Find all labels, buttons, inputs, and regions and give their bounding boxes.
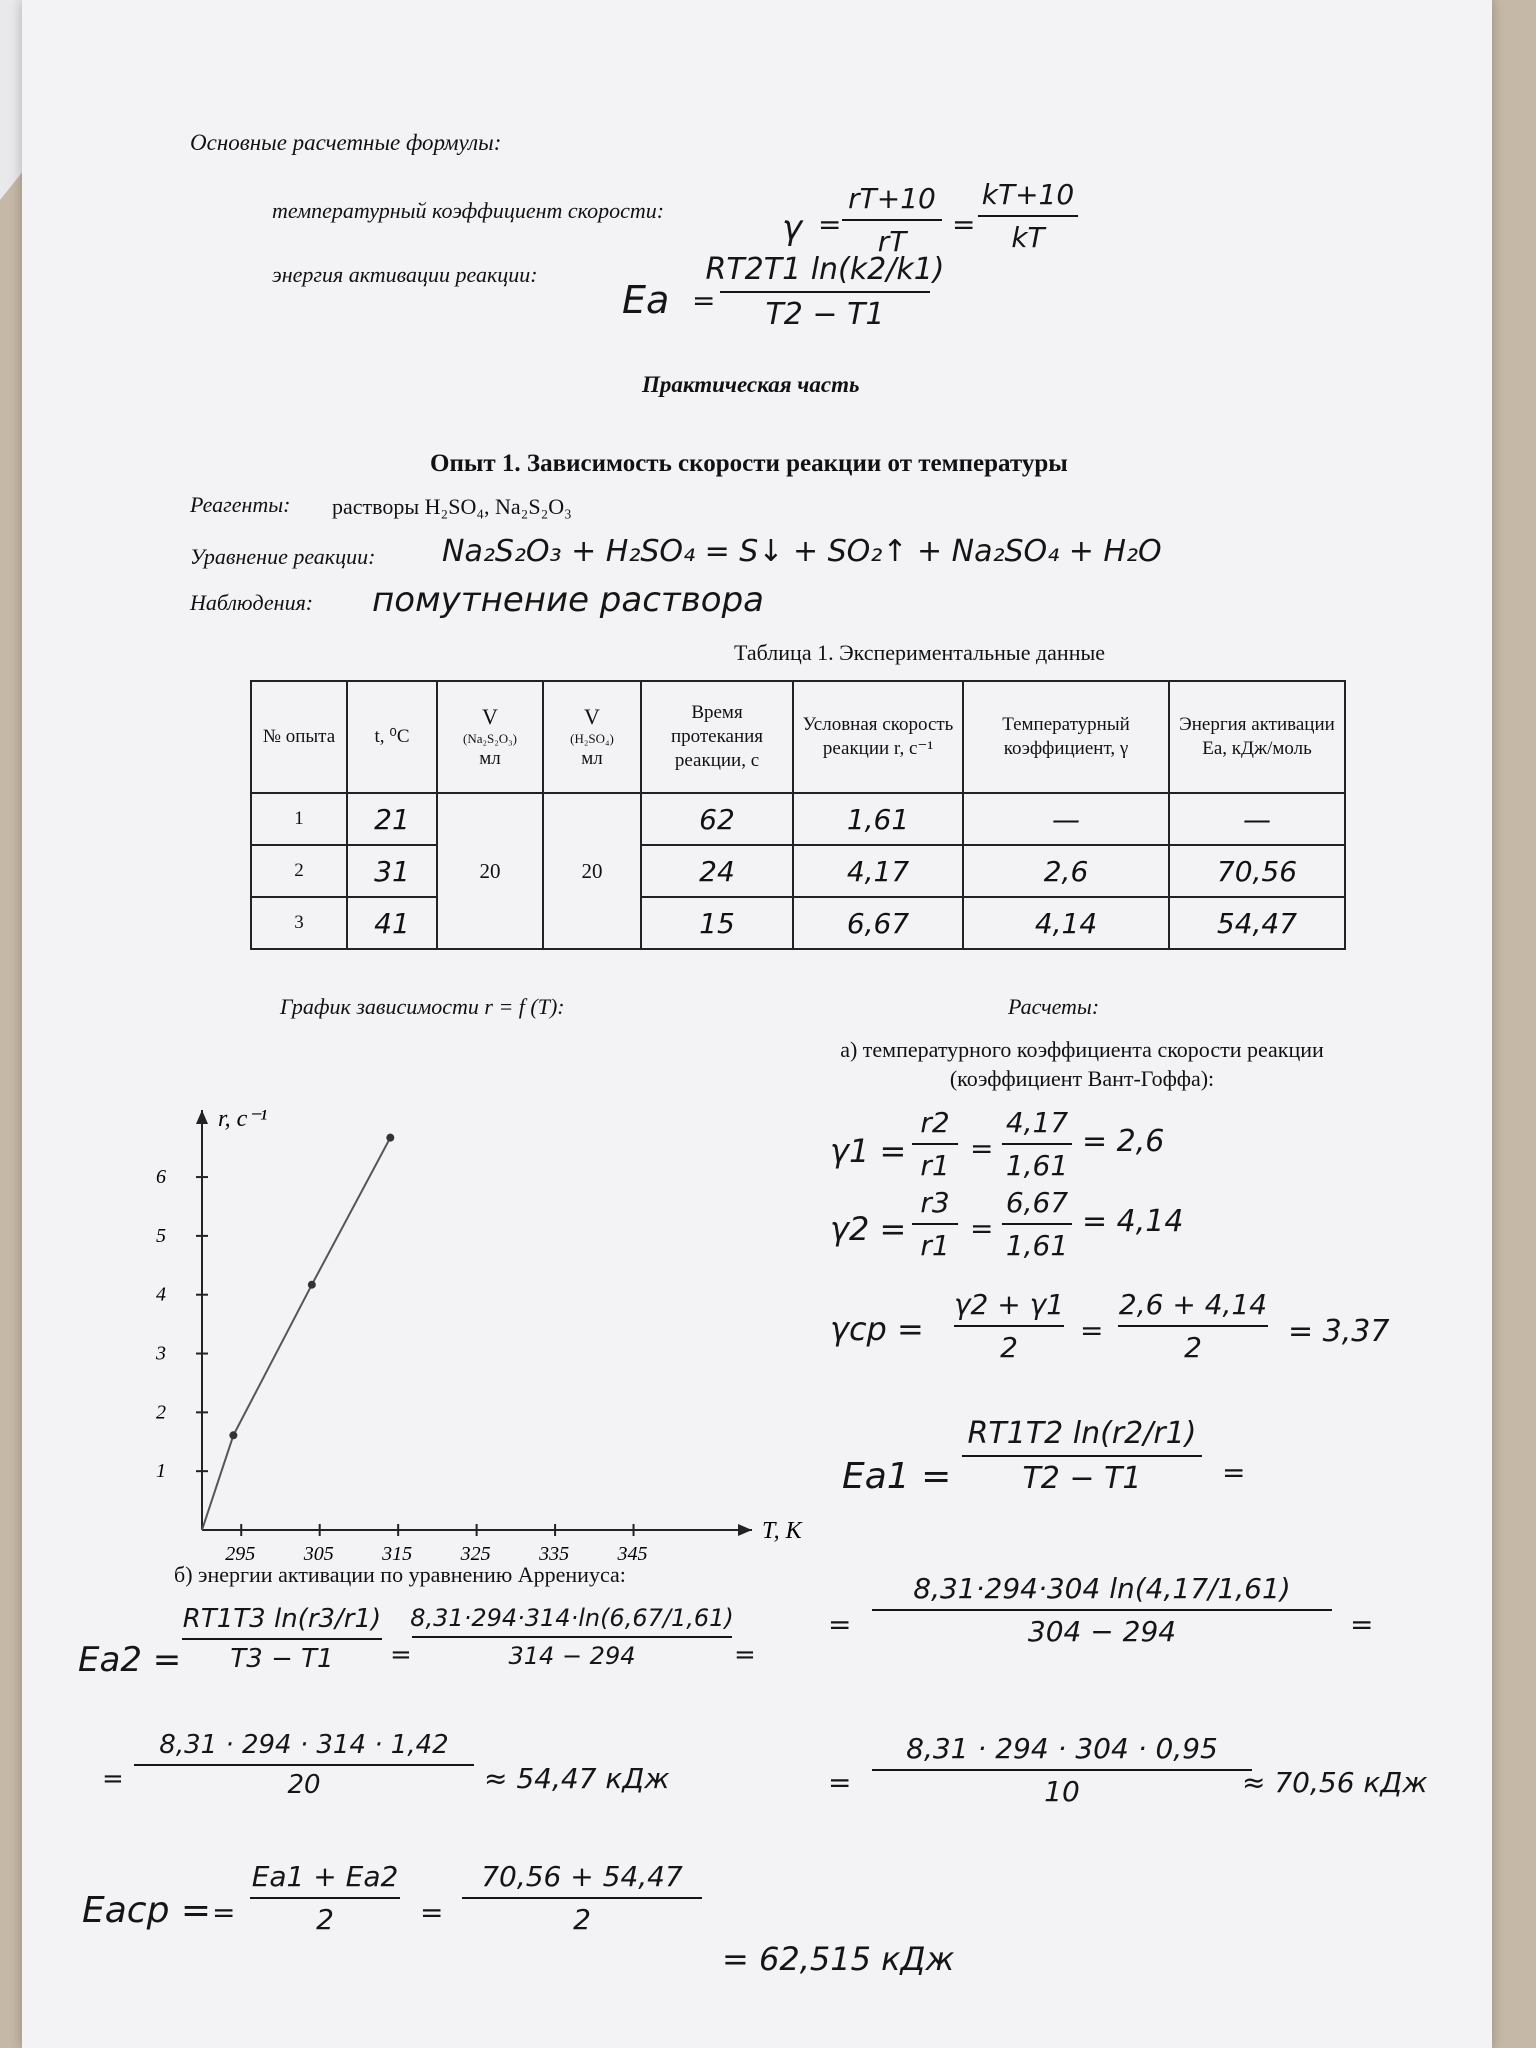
temp-coef-fraction-k: kT+10 kT <box>978 178 1078 254</box>
ea-avg-lhs: Eaср = <box>82 1890 212 1931</box>
header-time: Время протекания реакции, с <box>641 681 793 793</box>
reagents-label: Реагенты: <box>190 492 291 517</box>
calc-title: Расчеты: <box>1008 994 1100 1019</box>
cell-v2: 20 <box>543 793 641 949</box>
ea2-formula-fraction: RT1T3 ln(r3/r1) T3 − T1 <box>182 1604 382 1674</box>
experiment-title: Опыт 1. Зависимость скорости реакции от температуры <box>430 450 1068 477</box>
observations-label: Наблюдения: <box>190 590 314 615</box>
gamma1-fraction-symbols: r2 r1 <box>912 1106 958 1182</box>
worksheet-page: Основные расчетные формулы: температурный коэффициент скорости: γ = rT+10 rT = kT+10 kT энергия активации реакции: Ea = RT2T1 ln(k2/k1) T2 − T1 Практическая часть Опыт 1. Зависимость скорости реакции от температуры Реагенты: растворы H₂SO₄, Na₂S₂O₃ Уравнение реакции: Na₂S₂O₃ + H₂SO₄ = S↓ + SO₂↑ + Na₂SO₄ + H₂O Наблюдения: помутнение раствора Таблица 1. Экспериментальные данные № опыта t, ⁰C V (Na₂S₂O₃) мл V (H₂SO₄) мл Время протекания реакции, с Условная скорость реакции r, с⁻¹ Температурный коэффициент, γ Энергия активации Ea, кДж/моль 1 21 20 20 62 1,61 — — 2 31 24 4,17 2,6 70,56 3 41 15 6,67 4,14 54,47 График зависимости r = f (T): Расчеты: а) температурного коэффициента скорости реакции (коэффициент Вант-Гоффа): T, К r, с⁻¹ 295 305 315 325 335 345 1 2 3 4 5 6 б) энергии активации по уравнению Аррениуса: γ1 = r2 r1 = 4,17 1,61 = 2,6 γ2 = r3 r1 = 6,67 1,61 = 4,14 γср = γ2 + γ1 2 = 2,6 + 4,14 2 = 3,37 Ea1 = RT1T2 ln(r2/r1) T2 − T1 = = 8,31·294·304 ln(4,17/1,61) 304 − 294 = = 8,31 · 294 · 304 · 0,95 10 ≈ 70,56 кДж Ea2 = RT1T3 ln(r3/r1) T3 − T1 = 8,31·294·314·ln(6,67/1,61) 314 − 294 = = 8,31 · 294 · 314 · 1,42 20 ≈ 54,47 кДж Eaср = = Ea1 + Ea2 2 = 70,56 + 54,47 2 = 62,515 кДж <box>22 0 1492 2048</box>
y-tick-label: 3 <box>156 1342 166 1365</box>
temp-coef-fraction-r: rT+10 rT <box>842 182 942 258</box>
gamma1-result: = 2,6 <box>1082 1124 1165 1159</box>
header-rate: Условная скорость реакции r, с⁻¹ <box>793 681 963 793</box>
table-caption: Таблица 1. Экспериментальные данные <box>734 640 1106 665</box>
x-tick-label: 335 <box>539 1543 570 1565</box>
ea2-step3-fraction: 8,31 · 294 · 314 · 1,42 20 <box>134 1730 474 1800</box>
y-tick-label: 6 <box>156 1166 166 1189</box>
x-tick-label: 325 <box>460 1543 491 1565</box>
data-point <box>386 1134 394 1142</box>
x-tick-label: 315 <box>382 1543 413 1565</box>
formulas-heading: Основные расчетные формулы: <box>190 130 502 155</box>
y-axis-arrow <box>196 1110 208 1124</box>
ea1-formula-fraction: RT1T2 ln(r2/r1) T2 − T1 <box>962 1416 1202 1496</box>
equation-value: Na₂S₂O₃ + H₂SO₄ = S↓ + SO₂↑ + Na₂SO₄ + H₂O <box>442 534 1162 569</box>
header-num: № опыта <box>251 681 347 793</box>
experiment-table <box>250 680 1346 950</box>
gamma-avg-result: = 3,37 <box>1288 1314 1390 1349</box>
ea-avg-fraction-symbols: Ea1 + Ea2 2 <box>251 1860 399 1936</box>
data-point <box>308 1281 316 1289</box>
table-row: 1 21 20 20 62 1,61 — — <box>251 793 1345 845</box>
gamma-avg-fraction-values: 2,6 + 4,14 2 <box>1118 1288 1268 1364</box>
header-t: t, ⁰C <box>347 681 437 793</box>
y-tick-label: 1 <box>156 1460 166 1483</box>
ea2-result: ≈ 54,47 кДж <box>484 1762 670 1795</box>
header-v1: V (Na₂S₂O₃) мл <box>437 681 543 793</box>
gamma1-lhs: γ1 = <box>830 1132 907 1170</box>
reagents-value: растворы H₂SO₄, Na₂S₂O₃ <box>332 494 572 519</box>
rate-vs-temperature-chart <box>112 1080 802 1565</box>
graph-title: График зависимости r = f (T): <box>280 994 565 1019</box>
ea1-step2-fraction: 8,31·294·304 ln(4,17/1,61) 304 − 294 <box>872 1572 1332 1648</box>
gamma2-result: = 4,14 <box>1082 1204 1184 1239</box>
ea-avg-result: = 62,515 кДж <box>722 1940 955 1978</box>
y-tick-label: 4 <box>156 1283 166 1306</box>
y-tick-label: 2 <box>156 1401 166 1424</box>
observations-value: помутнение раствора <box>372 580 764 620</box>
ea-avg-fraction-values: 70,56 + 54,47 2 <box>462 1860 702 1936</box>
equation-label: Уравнение реакции: <box>190 544 376 569</box>
gamma-avg-lhs: γср = <box>830 1310 924 1348</box>
table-row: 3 41 15 6,67 4,14 54,47 <box>251 897 1345 949</box>
ea1-step3-fraction: 8,31 · 294 · 304 · 0,95 10 <box>872 1732 1252 1808</box>
ea1-equals: = <box>1222 1456 1246 1489</box>
data-point <box>229 1431 237 1439</box>
activation-label: энергия активации реакции: <box>272 262 538 287</box>
header-v2: V (H₂SO₄) мл <box>543 681 641 793</box>
y-axis-label: r, с⁻¹ <box>218 1106 268 1132</box>
gamma2-fraction-values: 6,67 1,61 <box>1002 1186 1072 1262</box>
ea-lhs: Ea <box>622 278 670 322</box>
gamma2-lhs: γ2 = <box>830 1210 907 1248</box>
calc-b-title: б) энергии активации по уравнению Аррениуса: <box>174 1562 626 1587</box>
calc-a-title: а) температурного коэффициента скорости реакции (коэффициент Вант-Гоффа): <box>840 1037 1324 1091</box>
temp-coef-lhs: γ <box>782 208 803 248</box>
ea-formula-fraction: RT2T1 ln(k2/k1) T2 − T1 <box>705 252 945 332</box>
ea1-lhs: Ea1 = <box>842 1456 952 1497</box>
table-row: 2 31 24 4,17 2,6 70,56 <box>251 845 1345 897</box>
y-tick-label: 5 <box>156 1224 166 1247</box>
gamma1-fraction-values: 4,17 1,61 <box>1002 1106 1072 1182</box>
table-header-row <box>251 681 1345 793</box>
series-line <box>202 1138 390 1530</box>
x-tick-label: 305 <box>303 1543 334 1565</box>
temp-coef-label: температурный коэффициент скорости: <box>272 198 665 223</box>
cell-v1: 20 <box>437 793 543 949</box>
x-axis-label: T, К <box>762 1518 802 1544</box>
x-tick-label: 345 <box>617 1543 648 1565</box>
header-gamma: Температурный коэффициент, γ <box>963 681 1169 793</box>
ea2-step2-fraction: 8,31·294·314·ln(6,67/1,61) 314 − 294 <box>410 1604 734 1670</box>
x-tick-label: 295 <box>225 1543 256 1565</box>
ea1-result: ≈ 70,56 кДж <box>1242 1766 1428 1799</box>
header-energy: Энергия активации Ea, кДж/моль <box>1169 681 1345 793</box>
section-title: Практическая часть <box>642 372 860 397</box>
gamma2-fraction-symbols: r3 r1 <box>912 1186 958 1262</box>
x-axis-arrow <box>738 1524 752 1536</box>
ea2-lhs: Ea2 = <box>78 1640 182 1680</box>
gamma-avg-fraction-symbols: γ2 + γ1 2 <box>953 1288 1065 1364</box>
